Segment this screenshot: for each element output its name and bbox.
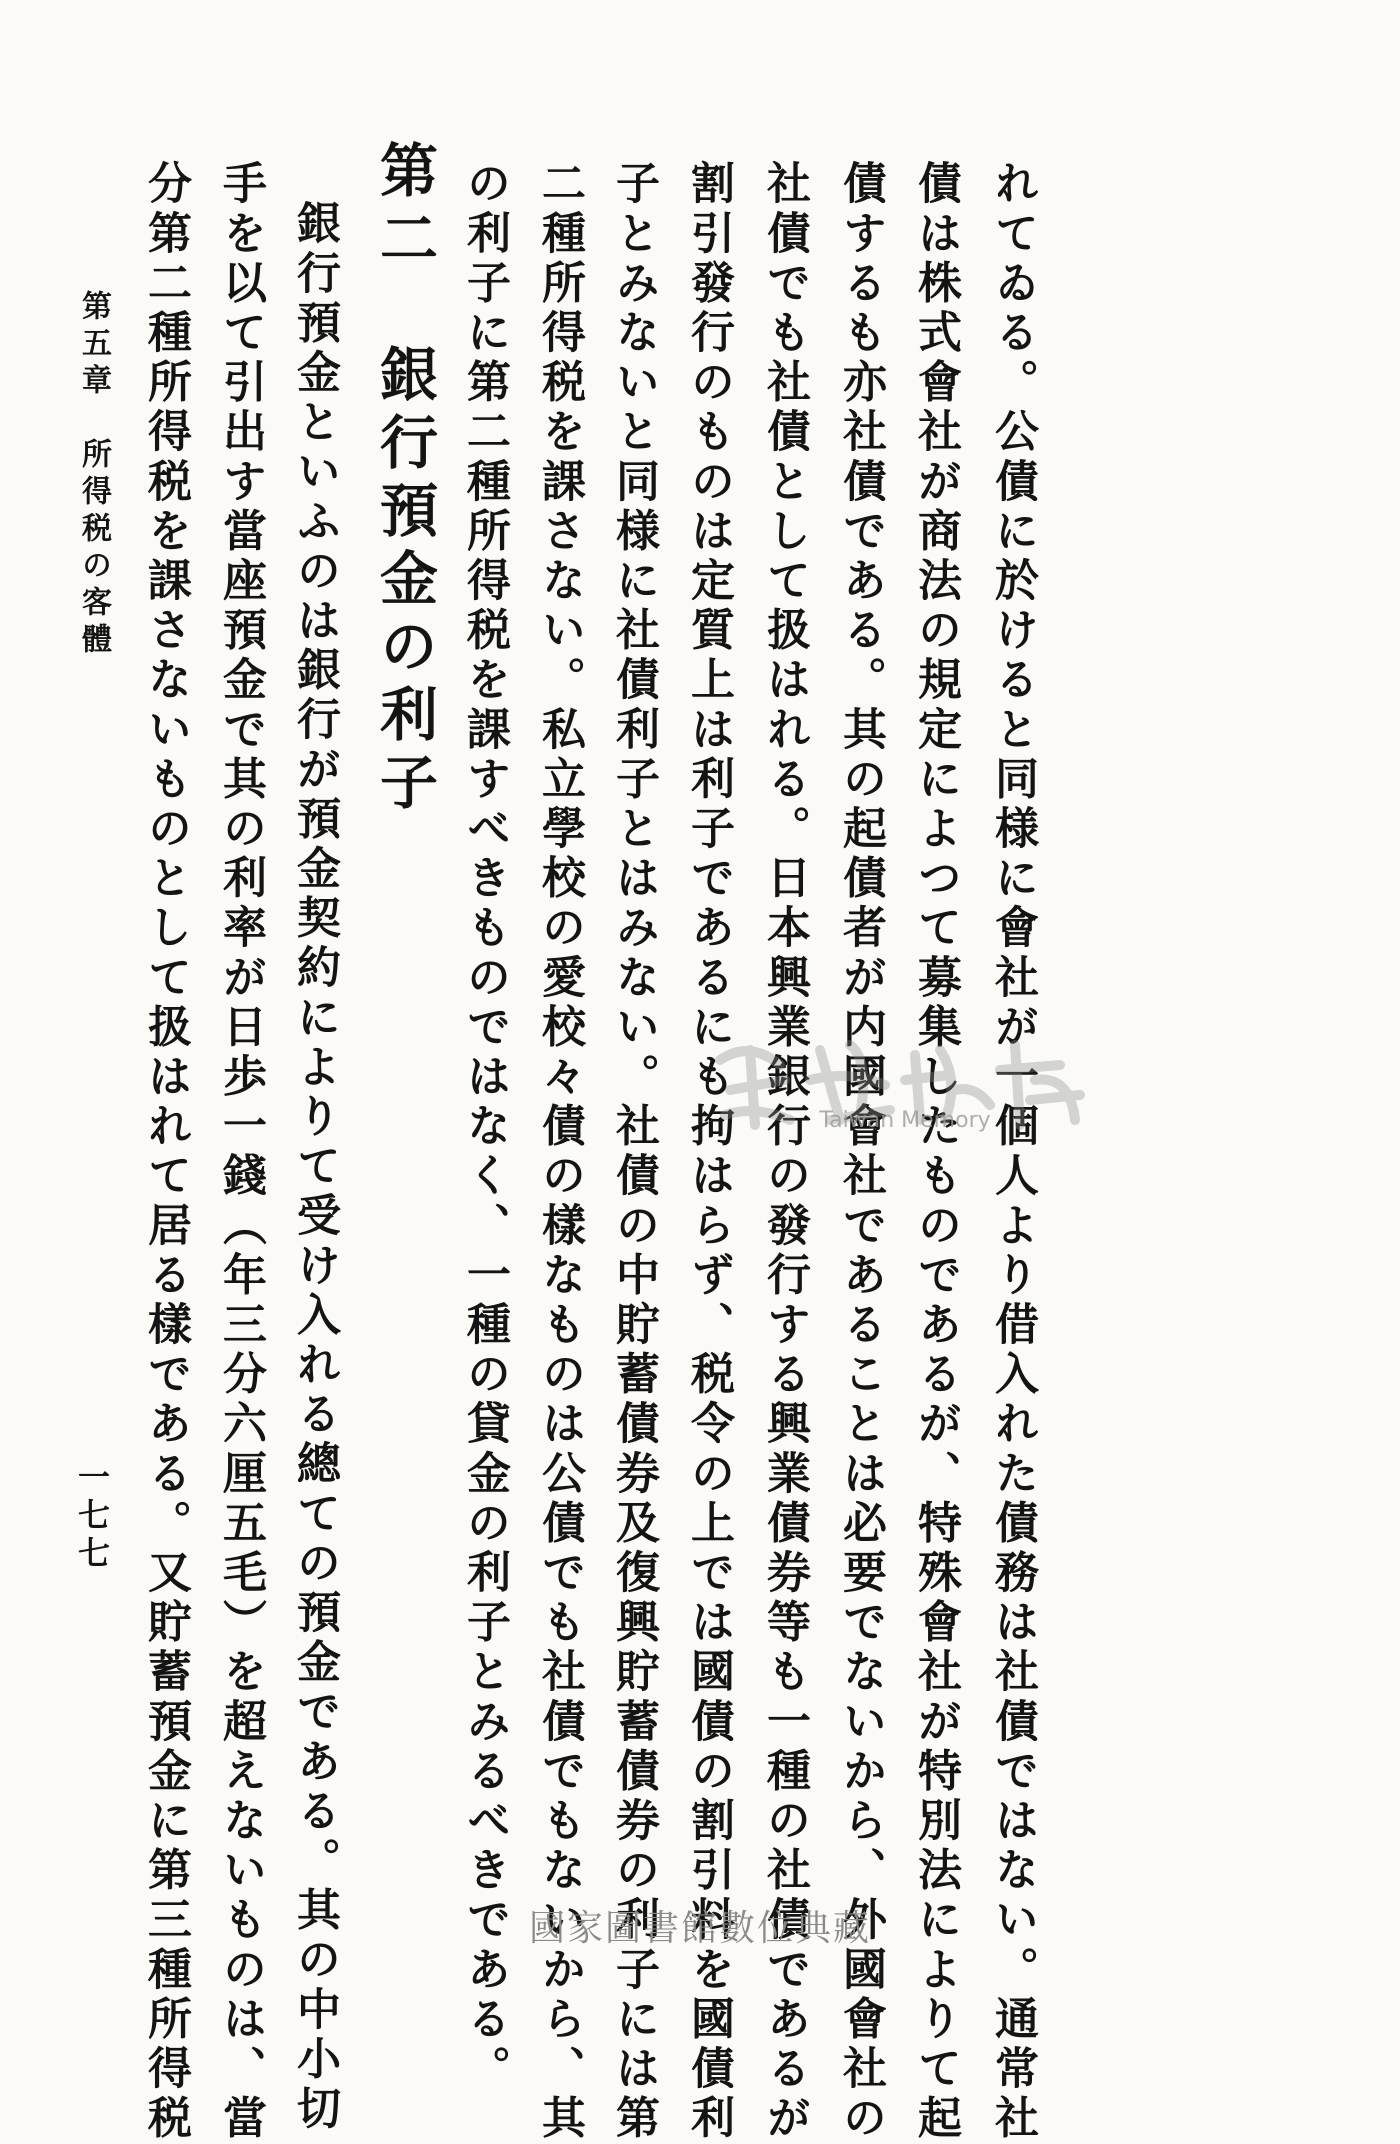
text-column-5: 割引發行のものは定質上は利子であるにも拘はらず、税令の上では國債の割引料を國債利 bbox=[683, 160, 734, 2144]
library-footer: 國家圖書館數位典藏 bbox=[528, 1908, 871, 1949]
text-column-1: れてゐる。公債に於けると同様に會社が一個人より借入れた債務は社債ではない。通常社 bbox=[987, 160, 1038, 2144]
text-column-10: 手を以て引出す當座預金で其の利率が日歩一錢（年三分六厘五毛）を超えないものは、當 bbox=[215, 160, 266, 2144]
text-column-2: 債は株式會社が商法の規定によつて募集したものであるが、特殊會社が特別法によりて起 bbox=[910, 160, 961, 2144]
text-column-9: 銀行預金といふのは銀行が預金契約によりて受け入れる總ての預金である。其の中小切 bbox=[289, 200, 340, 2135]
text-column-6: 子とみないと同様に社債利子とはみない。社債の中貯蓄債券及復興貯蓄債券の利子には第 bbox=[608, 160, 659, 2144]
text-column-11: 分第二種所得税を課さないものとして扱はれて居る樣である。又貯蓄預金に第三種所得税 bbox=[140, 160, 191, 2144]
text-column-3: 債するも亦社債である。其の起債者が内國會社であることは必要でないから、外國會社の bbox=[835, 160, 886, 2144]
watermark-subtitle: Taiwan Memory bbox=[819, 1108, 991, 1133]
page-number: 一七七 bbox=[73, 1460, 111, 1574]
running-head: 第五章 所得税の客體 bbox=[76, 290, 111, 660]
text-column-4: 社債でも社債として扱はれる。日本興業銀行の發行する興業債券等も一種の社債であるが bbox=[759, 160, 810, 2144]
text-column-8: の利子に第二種所得税を課すべきものではなく、一種の貸金の利子とみるべきである。 bbox=[459, 160, 510, 2095]
section-heading: 第二 銀行預金の利子 bbox=[370, 140, 438, 820]
text-column-7: 二種所得税を課さない。私立學校の愛校々債の樣なものは公債でも社債でもないから、其 bbox=[534, 160, 585, 2144]
